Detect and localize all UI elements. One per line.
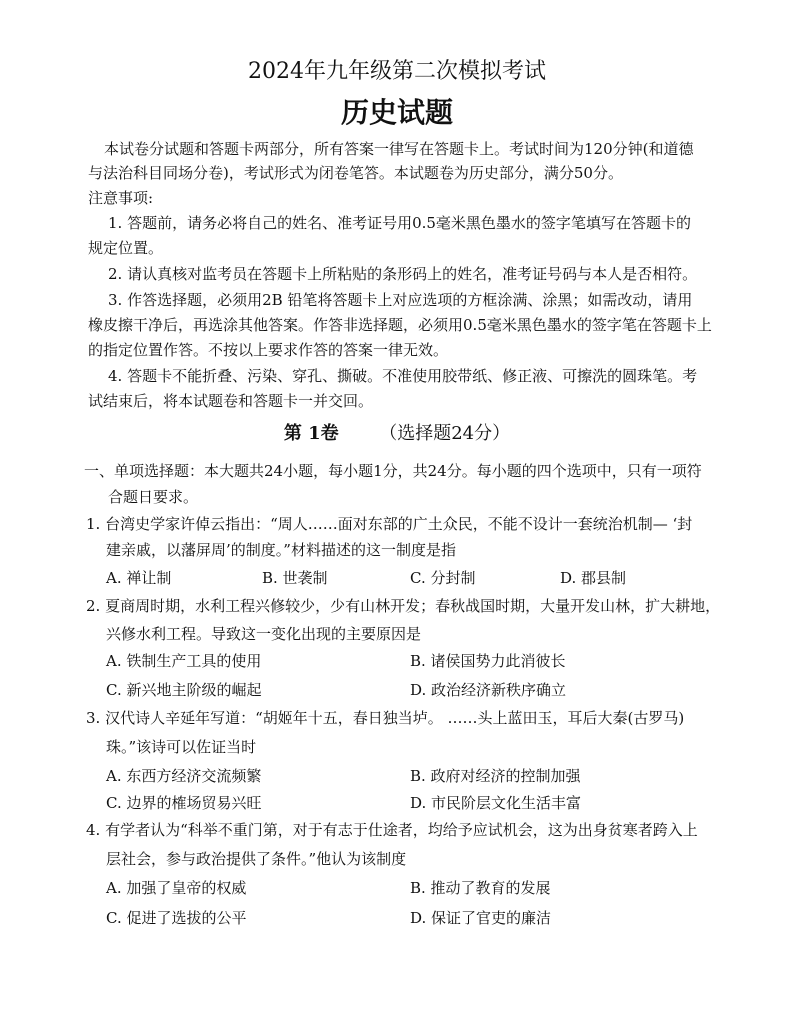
question-1-option-b[interactable]: B. 世袭制 (262, 569, 328, 587)
question-2-stem-line-2: 兴修水利工程。导致这一变化出现的主要原因是 (106, 625, 422, 643)
intro-line-2: 与法治科目同场分卷)，考试形式为闭卷笔答。本试题卷为历史部分，满分50分。 (88, 164, 623, 182)
question-4-option-a[interactable]: A. 加强了皇帝的权威 (106, 879, 247, 897)
question-4-option-d[interactable]: D. 保证了官吏的廉洁 (410, 909, 552, 927)
note-4-line-1: 4. 答题卡不能折叠、污染、穿孔、撕破。不准使用胶带纸、修正液、可擦洗的圆珠笔。考 (108, 367, 698, 385)
question-4-option-b[interactable]: B. 推动了教育的发展 (410, 879, 551, 897)
question-2-option-a[interactable]: A. 铁制生产工具的使用 (106, 652, 262, 670)
section-subtitle: （选择题24分） (379, 423, 511, 444)
intro-line-1: 本试卷分试题和答题卡两部分，所有答案一律写在答题卡上。考试时间为120分钟(和道德 (104, 140, 694, 158)
question-4-option-c[interactable]: C. 促进了选拔的公平 (106, 909, 247, 927)
question-4-stem-line-2: 层社会，参与政治提供了条件。”他认为该制度 (106, 850, 407, 868)
question-1-option-a[interactable]: A. 禅让制 (106, 569, 172, 587)
question-3-option-b[interactable]: B. 政府对经济的控制加强 (410, 767, 581, 785)
question-4-stem-line-1: 4. 有学者认为“科举不重门第，对于有志于仕途者，均给予应试机会，这为出身贫寒者跨入上 (86, 821, 698, 839)
question-3-stem-line-1: 3. 汉代诗人辛延年写道：“胡姬年十五，春日独当垆。 ……头上蓝田玉，耳后大秦(古罗马) (86, 709, 685, 727)
question-2-option-c[interactable]: C. 新兴地主阶级的崛起 (106, 681, 262, 699)
section-volume: 第 1卷 (283, 423, 339, 444)
question-2-option-d[interactable]: D. 政治经济新秩序确立 (410, 681, 567, 699)
note-4-line-2: 试结束后，将本试题卷和答题卡一并交回。 (88, 392, 374, 410)
question-3-option-d[interactable]: D. 市民阶层文化生活丰富 (410, 794, 582, 812)
question-1-option-d[interactable]: D. 郡县制 (560, 569, 627, 587)
section-heading (0, 422, 794, 446)
subject-title: 历史试题 (340, 96, 453, 129)
question-3-option-a[interactable]: A. 东西方经济交流频繁 (106, 767, 262, 785)
question-3-option-c[interactable]: C. 边界的榷场贸易兴旺 (106, 794, 262, 812)
exam-title: 2024年九年级第二次模拟考试 (248, 59, 546, 84)
note-3-line-3: 的指定位置作答。不按以上要求作答的答案一律无效。 (88, 341, 449, 359)
note-3-line-1: 3. 作答选择题，必须用2B 铅笔将答题卡上对应选项的方框涂满、涂黑；如需改动，请用 (108, 291, 693, 309)
part1-instruction-line-1: 一、单项选择题：本大题共24小题，每小题1分，共24分。每小题的四个选项中，只有一项符 (84, 462, 702, 480)
question-1-stem-line-2: 建亲戚，以藩屏周’的制度。”材料描述的这一制度是指 (106, 541, 456, 559)
question-3-stem-line-2: 珠。”该诗可以佐证当时 (106, 738, 257, 756)
question-1-option-c[interactable]: C. 分封制 (410, 569, 476, 587)
note-2-line-1: 2. 请认真核对监考员在答题卡上所粘贴的条形码上的姓名，准考证号码与本人是否相符。 (108, 265, 698, 283)
part1-instruction-line-2: 合题日要求。 (108, 488, 199, 506)
note-1-line-2: 规定位置。 (88, 239, 164, 257)
question-2-stem-line-1: 2. 夏商周时期，水利工程兴修较少，少有山林开发；春秋战国时期，大量开发山林，扩大耕地， (86, 597, 721, 615)
question-2-option-b[interactable]: B. 诸侯国势力此消彼长 (410, 652, 566, 670)
note-1-line-1: 1. 答题前，请务必将自己的姓名、准考证号用0.5毫米黑色墨水的签字笔填写在答题卡的 (108, 214, 691, 232)
note-3-line-2: 橡皮擦干净后，再选涂其他答案。作答非选择题，必须用0.5毫米黑色墨水的签字笔在答题卡上 (88, 316, 712, 334)
notes-heading: 注意事项: (88, 189, 154, 207)
question-1-stem-line-1: 1. 台湾史学家许倬云指出：“周人……面对东部的广土众民，不能不设计一套统治机制— ‘封 (86, 515, 693, 533)
